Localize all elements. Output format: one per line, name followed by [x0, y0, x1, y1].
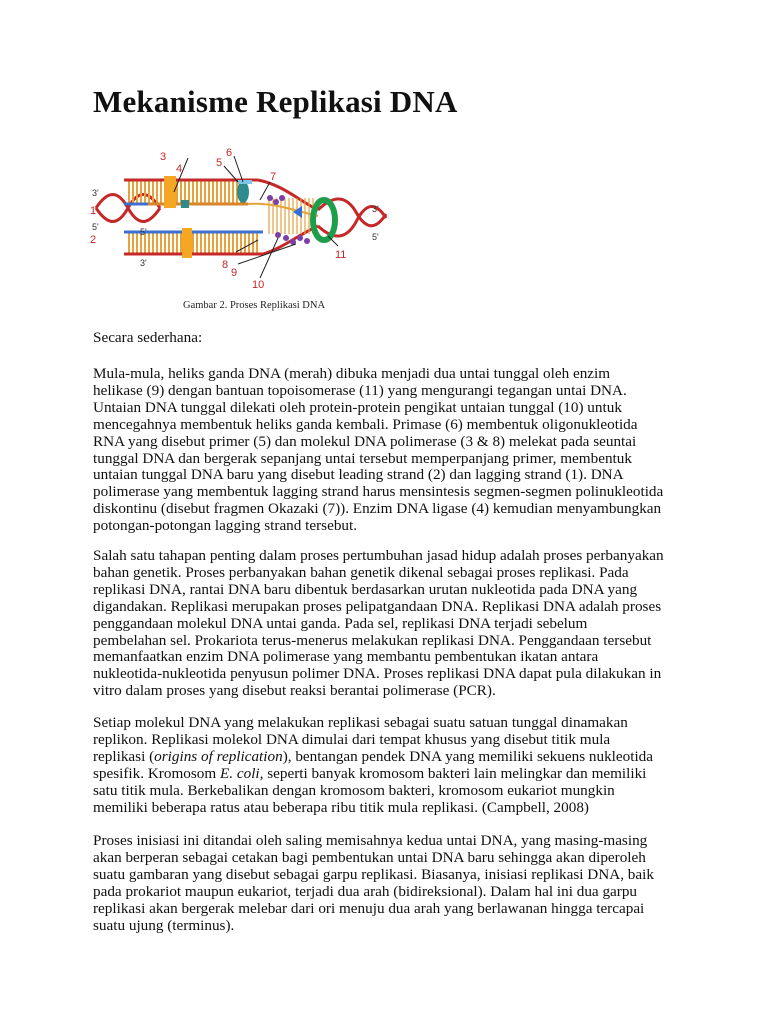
- label-1: 1: [90, 205, 97, 217]
- paragraph: [93, 366, 693, 535]
- label-8: 8: [222, 259, 229, 271]
- text-segment: ), bentangan pendek DNA yang memiliki sekuens nukleotida: [282, 747, 654, 765]
- label-3: 3: [160, 151, 167, 163]
- text-line: memiliki beberapa ratus atau beberapa ribu titik mula replikasi. (Campbell, 2008): [93, 798, 589, 816]
- text-segment: replikasi (: [93, 747, 155, 765]
- strand-end-label: 3': [92, 188, 99, 198]
- text-line: Secara sederhana:: [93, 329, 203, 346]
- text-line: polimerase yang membentuk lagging strand harus mensintesis segmen-segmen polinukleotida: [93, 483, 664, 501]
- paragraph: [93, 833, 693, 934]
- paragraph: [93, 715, 693, 816]
- label-9: 9: [231, 267, 238, 279]
- paragraph: [93, 330, 693, 347]
- text-line: [93, 749, 693, 766]
- text-line: diskontinu (disebut fragmen Okazaki (7)). Enzim DNA ligase (4) kemudian menyambungkan: [93, 500, 662, 518]
- strand-end-label: 5': [372, 232, 379, 242]
- text-line: pada prokariot maupun eukariot, terjadi dua arah (bidireksional). Dalam hal ini dua garpu: [93, 882, 638, 900]
- text-line: replikon. Replikasi molekol DNA dimulai dari tempat khusus yang disebut titik mula: [93, 730, 611, 748]
- dna-polymerase-8-shape: [182, 228, 192, 258]
- primer-shape: [238, 180, 252, 184]
- text-line: RNA yang disebut primer (5) dan molekul DNA polimerase (3 & 8) melekat pada seuntai: [93, 432, 637, 450]
- label-7: 7: [270, 171, 277, 183]
- text-line: Salah satu tahapan penting dalam proses pertumbuhan jasad hidup adalah proses perbanyakan: [93, 547, 664, 564]
- text-line: memanfaatkan enzim DNA polimerase yang membantu pembentukan ikatan antara: [93, 648, 599, 666]
- text-line: bahan genetik. Proses perbanyakan bahan genetik dikenal sebagai proses replikasi. Pada: [93, 563, 629, 581]
- text-segment: seperti banyak kromosom bakteri lain melingkar dan memiliki: [267, 764, 647, 782]
- text-line: nukleotida-nukleotida penyusun polimer DNA. Proses replikasi DNA dapat pula dilakukan in: [93, 665, 662, 683]
- label-2: 2: [90, 234, 97, 246]
- ligase-shape: [181, 200, 189, 208]
- text-line: akan berperan sebagai cetakan bagi pembentukan untai DNA baru sehingga akan diperoleh: [93, 848, 646, 866]
- text-line: replikasi DNA, rantai DNA baru dibentuk berdasarkan urutan nukleotida pada DNA yang: [93, 580, 638, 598]
- text-line: suatu ujung (terminus).: [93, 916, 235, 934]
- label-10: 10: [252, 279, 265, 290]
- text-line: mencegahnya membentuk heliks ganda kembali. Primase (6) membentuk oligonukleotida: [93, 415, 638, 433]
- text-line: digandakan. Replikasi merupakan proses pelipatgandaan DNA. Replikasi DNA adalah proses: [93, 597, 662, 615]
- primase-shape: [237, 181, 249, 203]
- text-line: potongan-potongan lagging strand tersebut.: [93, 517, 358, 535]
- text-line: penggandaan molekul DNA untai ganda. Pada sel, replikasi DNA terjadi sebelum: [93, 614, 588, 632]
- label-11: 11: [335, 249, 347, 261]
- italic-term: origins of replication: [154, 747, 283, 765]
- text-line: untaian tunggal DNA baru yang disebut leading strand (2) dan lagging strand (1). DNA: [93, 466, 624, 484]
- text-line: satu titik mula. Berkebalikan dengan kromosom bakteri, kromosom eukariot mungkin: [93, 781, 615, 799]
- figure-caption: Gambar 2. Proses Replikasi DNA: [183, 300, 326, 311]
- label-5: 5: [216, 157, 223, 169]
- text-line: vitro dalam proses yang disebut reaksi berantai polimerase (PCR).: [93, 682, 496, 700]
- text-line: Proses inisiasi ini ditandai oleh saling memisahnya kedua untai DNA, yang masing-masing: [93, 832, 648, 849]
- text-line: tunggal DNA dan bergerak sepanjang untai tersebut memperpanjang primer, membentuk: [93, 449, 632, 467]
- text-line: suatu gambaran yang disebut sebagai garpu replikasi. Biasanya, inisiasi replikasi DNA, baik: [93, 865, 654, 883]
- text-line: Mula-mula, heliks ganda DNA (merah) dibuka menjadi dua untai tunggal oleh enzim: [93, 365, 611, 382]
- paragraph: [93, 548, 693, 700]
- strand-end-label: 3': [140, 258, 147, 268]
- text-line: replikasi akan bergerak melebar dari ori menuju dua arah yang berlawanan hingga tercapai: [93, 899, 645, 917]
- text-line: [93, 766, 693, 783]
- label-4: 4: [176, 163, 183, 175]
- text-line: helikase (9) dengan bantuan topoisomerase (11) yang mengurangi tegangan untai DNA.: [93, 381, 627, 399]
- text-line: Untaian DNA tunggal dilekati oleh protein-protein pengikat untaian tunggal (10) untuk: [93, 398, 622, 416]
- replication-fork-figure: [88, 140, 388, 290]
- text-line: pembelahan sel. Prokariota terus-menerus melakukan replikasi DNA. Penggandaan tersebut: [93, 631, 652, 649]
- text-segment: spesifik. Kromosom: [93, 764, 217, 782]
- text-line: Setiap molekul DNA yang melakukan replikasi sebagai suatu satuan tunggal dinamakan: [93, 714, 628, 731]
- italic-term: E. coli,: [219, 764, 264, 782]
- page-title: Mekanisme Replikasi DNA: [93, 84, 458, 119]
- strand-end-label: 5': [92, 222, 99, 232]
- label-6: 6: [226, 147, 233, 159]
- strand-end-label: 3': [372, 204, 379, 214]
- strand-end-label: 5': [140, 227, 147, 237]
